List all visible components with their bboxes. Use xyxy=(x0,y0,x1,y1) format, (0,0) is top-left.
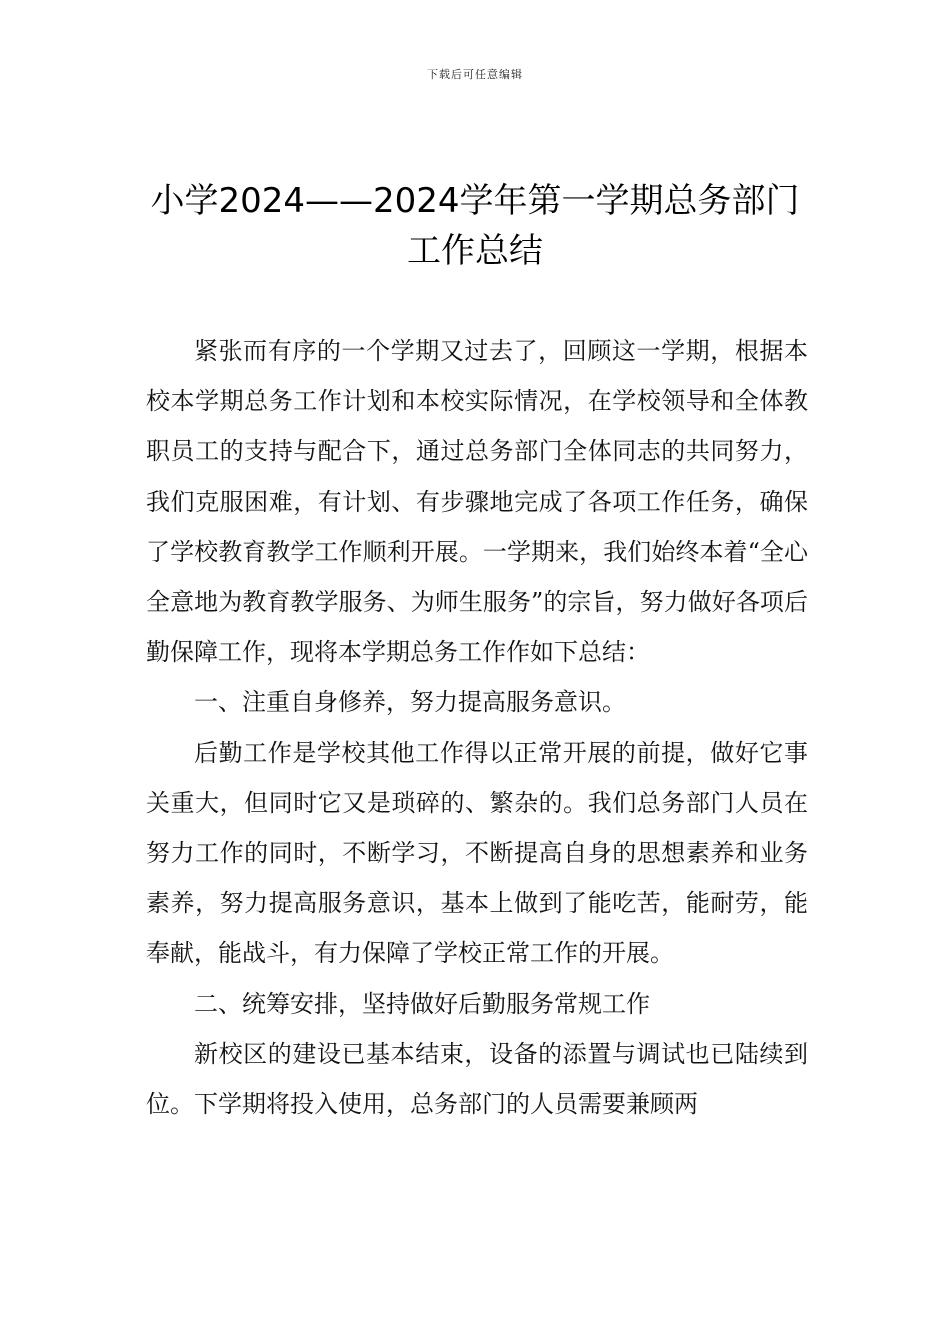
page-header-note: 下载后可任意编辑 xyxy=(427,68,523,81)
document-title-line-1: 小学2024——2024学年第一学期总务部门 xyxy=(150,181,800,221)
paragraph-section-1: 后勤工作是学校其他工作得以正常开展的前提，做好它事关重大，但同时它又是琐碎的、繁杂的。我们总务部门人员在努力工作的同时，不断学习，不断提高自身的思想素养和业务素养，努力提高服务意识，基本上做到了能吃苦，能耐劳，能奉献，能战斗，有力保障了学校正常工作的开展。 xyxy=(146,738,808,968)
document-title xyxy=(110,176,840,276)
document-body xyxy=(146,326,808,1129)
document-title-line-2: 工作总结 xyxy=(407,231,543,271)
section-heading-1: 一、注重自身修养，努力提高服务意识。 xyxy=(194,688,626,717)
paragraph-intro: 紧张而有序的一个学期又过去了，回顾这一学期，根据本校本学期总务工作计划和本校实际情况，在学校领导和全体教职员工的支持与配合下，通过总务部门全体同志的共同努力，我们克服困难，有计划、有步骤地完成了各项工作任务，确保了学校教育教学工作顺利开展。一学期来，我们始终本着“全心全意地为教育教学服务、为师生服务”的宗旨，努力做好各项后勤保障工作，现将本学期总务工作作如下总结： xyxy=(146,337,808,667)
section-heading-2: 二、统筹安排，坚持做好后勤服务常规工作 xyxy=(194,989,650,1018)
paragraph-section-2: 新校区的建设已基本结束，设备的添置与调试也已陆续到位。下学期将投入使用，总务部门的人员需要兼顾两 xyxy=(146,1039,808,1119)
